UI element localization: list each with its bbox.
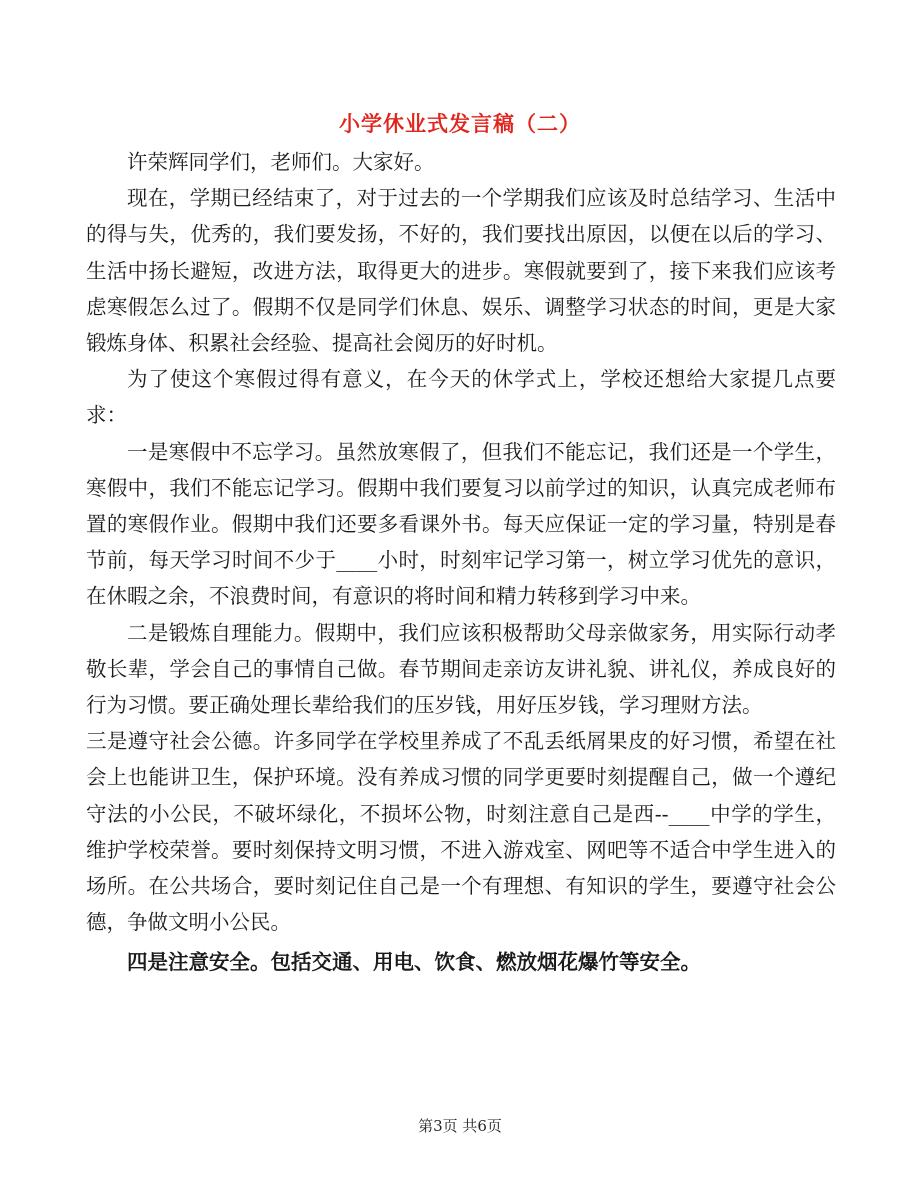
paragraph-public-morals: 三是遵守社会公德。许多同学在学校里养成了不乱丢纸屑果皮的好习惯，希望在社会上也能讲卫生，保护环境。没有养成习惯的同学更要时刻提醒自己，做一个遵纪守法的小公民，不破坏绿化，不损坏公物，时刻注意自己是西--____中学的学生，维护学校荣誉。要时刻保持文明习惯，不进入游戏室、网吧等不适合中学生进入的场所。在公共场合，要时刻记住自己是一个有理想、有知识的学生，要遵守社会公德，争做文明小公民。 (86, 729, 836, 935)
paragraph-safety: 四是注意安全。包括交通、用电、饮食、燃放烟花爆竹等安全。 (127, 950, 701, 975)
paragraph-greeting: 许荣辉同学们，老师们。大家好。 (127, 150, 435, 174)
document-title: 小学休业式发言稿（二） (339, 111, 581, 136)
paragraph-requirements: 为了使这个寒假过得有意义，在今天的休学式上，学校还想给大家提几点要求： (86, 367, 836, 428)
page-number: 第3页 共6页 (418, 1117, 502, 1135)
paragraph-study: 一是寒假中不忘学习。虽然放寒假了，但我们不能忘记，我们还是一个学生，寒假中，我们不能忘记学习。假期中我们要复习以前学过的知识，认真完成老师布置的寒假作业。假期中我们还要多看课外书。每天应保证一定的学习量，特别是春节前，每天学习时间不少于____小时，时刻牢记学习第一，树立学习优先的意识，在休暇之余，不浪费时间，有意识的将时间和精力转移到学习中来。 (86, 439, 836, 609)
document-body (86, 144, 836, 981)
paragraph-self-care: 二是锻炼自理能力。假期中，我们应该积极帮助父母亲做家务，用实际行动孝敬长辈，学会自己的事情自己做。春节期间走亲访友讲礼貌、讲礼仪，养成良好的行为习惯。要正确处理长辈给我们的压岁钱，用好压岁钱，学习理财方法。 (86, 620, 836, 718)
paragraph-intro: 现在，学期已经结束了，对于过去的一个学期我们应该及时总结学习、生活中的得与失，优秀的，我们要发扬，不好的，我们要找出原因，以便在以后的学习、生活中扬长避短，改进方法，取得更大的进步。寒假就要到了，接下来我们应该考虑寒假怎么过了。假期不仅是同学们休息、娱乐、调整学习状态的时间，更是大家锻炼身体、积累社会经验、提高社会阅历的好时机。 (86, 186, 836, 356)
